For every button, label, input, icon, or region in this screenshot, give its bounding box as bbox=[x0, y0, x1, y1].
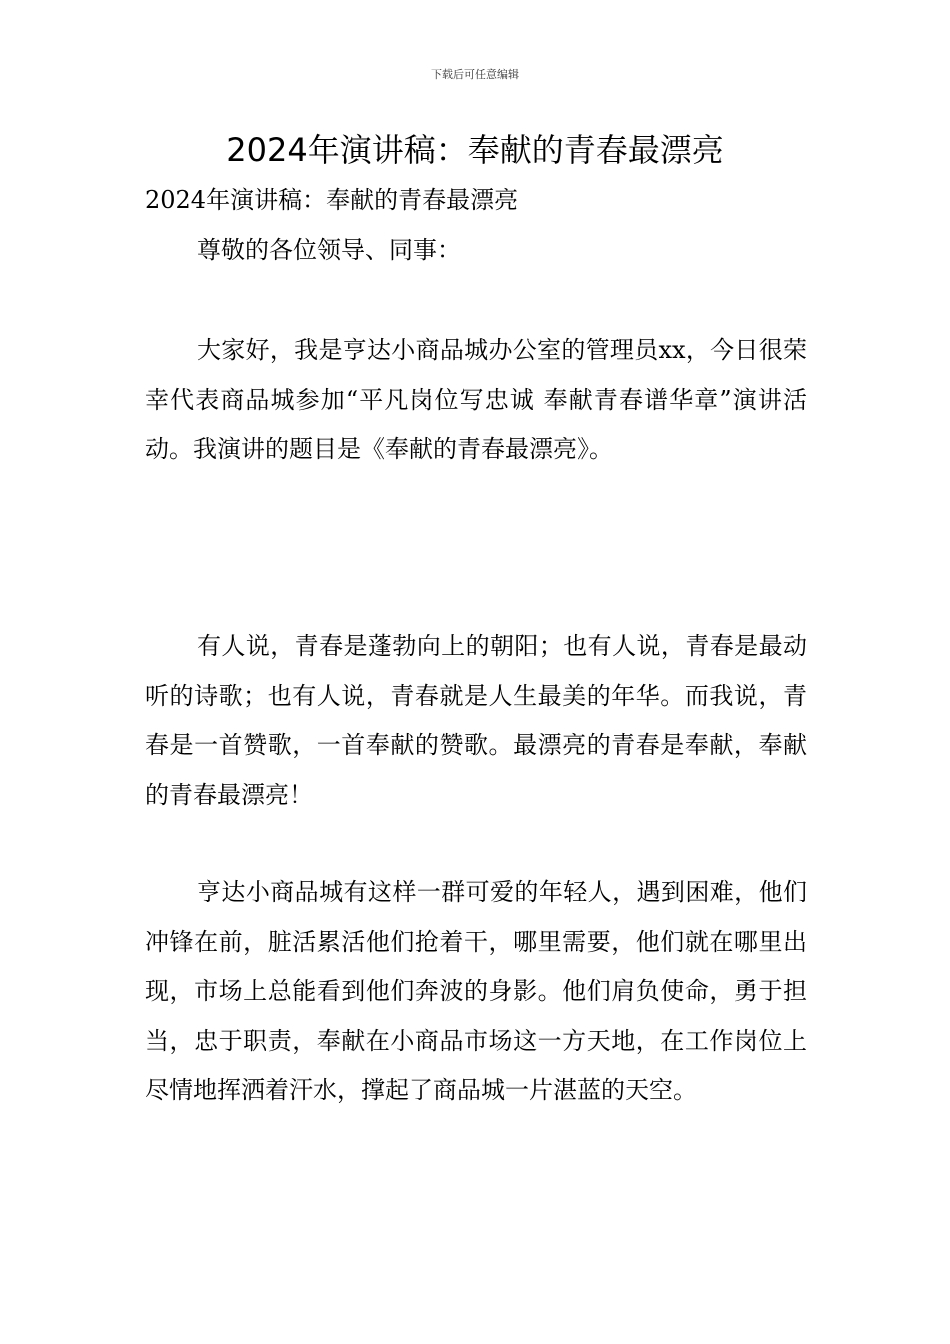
header-note: 下载后可任意编辑 bbox=[431, 68, 519, 81]
document-subtitle: 2024年演讲稿：奉献的青春最漂亮 bbox=[145, 186, 519, 214]
salutation: 尊敬的各位领导、同事： bbox=[197, 236, 461, 264]
document-title: 2024年演讲稿：奉献的青春最漂亮 bbox=[226, 131, 724, 169]
paragraph-youth: 有人说，青春是蓬勃向上的朝阳；也有人说，青春是最动听的诗歌；也有人说，青春就是人生最美的年华。而我说，青春是一首赞歌，一首奉献的赞歌。最漂亮的青春是奉献，奉献的青春最漂亮！ bbox=[145, 632, 807, 809]
paragraph-young-people: 亨达小商品城有这样一群可爱的年轻人，遇到困难，他们冲锋在前，脏活累活他们抢着干，哪里需要，他们就在哪里出现，市场上总能看到他们奔波的身影。他们肩负使命，勇于担当，忠于职责，奉献在小商品市场这一方天地，在工作岗位上尽情地挥洒着汗水，撑起了商品城一片湛蓝的天空。 bbox=[145, 878, 807, 1104]
paragraph-introduction: 大家好，我是亨达小商品城办公室的管理员xx，今日很荣幸代表商品城参加“平凡岗位写忠诚 奉献青春谱华章”演讲活动。我演讲的题目是《奉献的青春最漂亮》。 bbox=[145, 336, 807, 463]
